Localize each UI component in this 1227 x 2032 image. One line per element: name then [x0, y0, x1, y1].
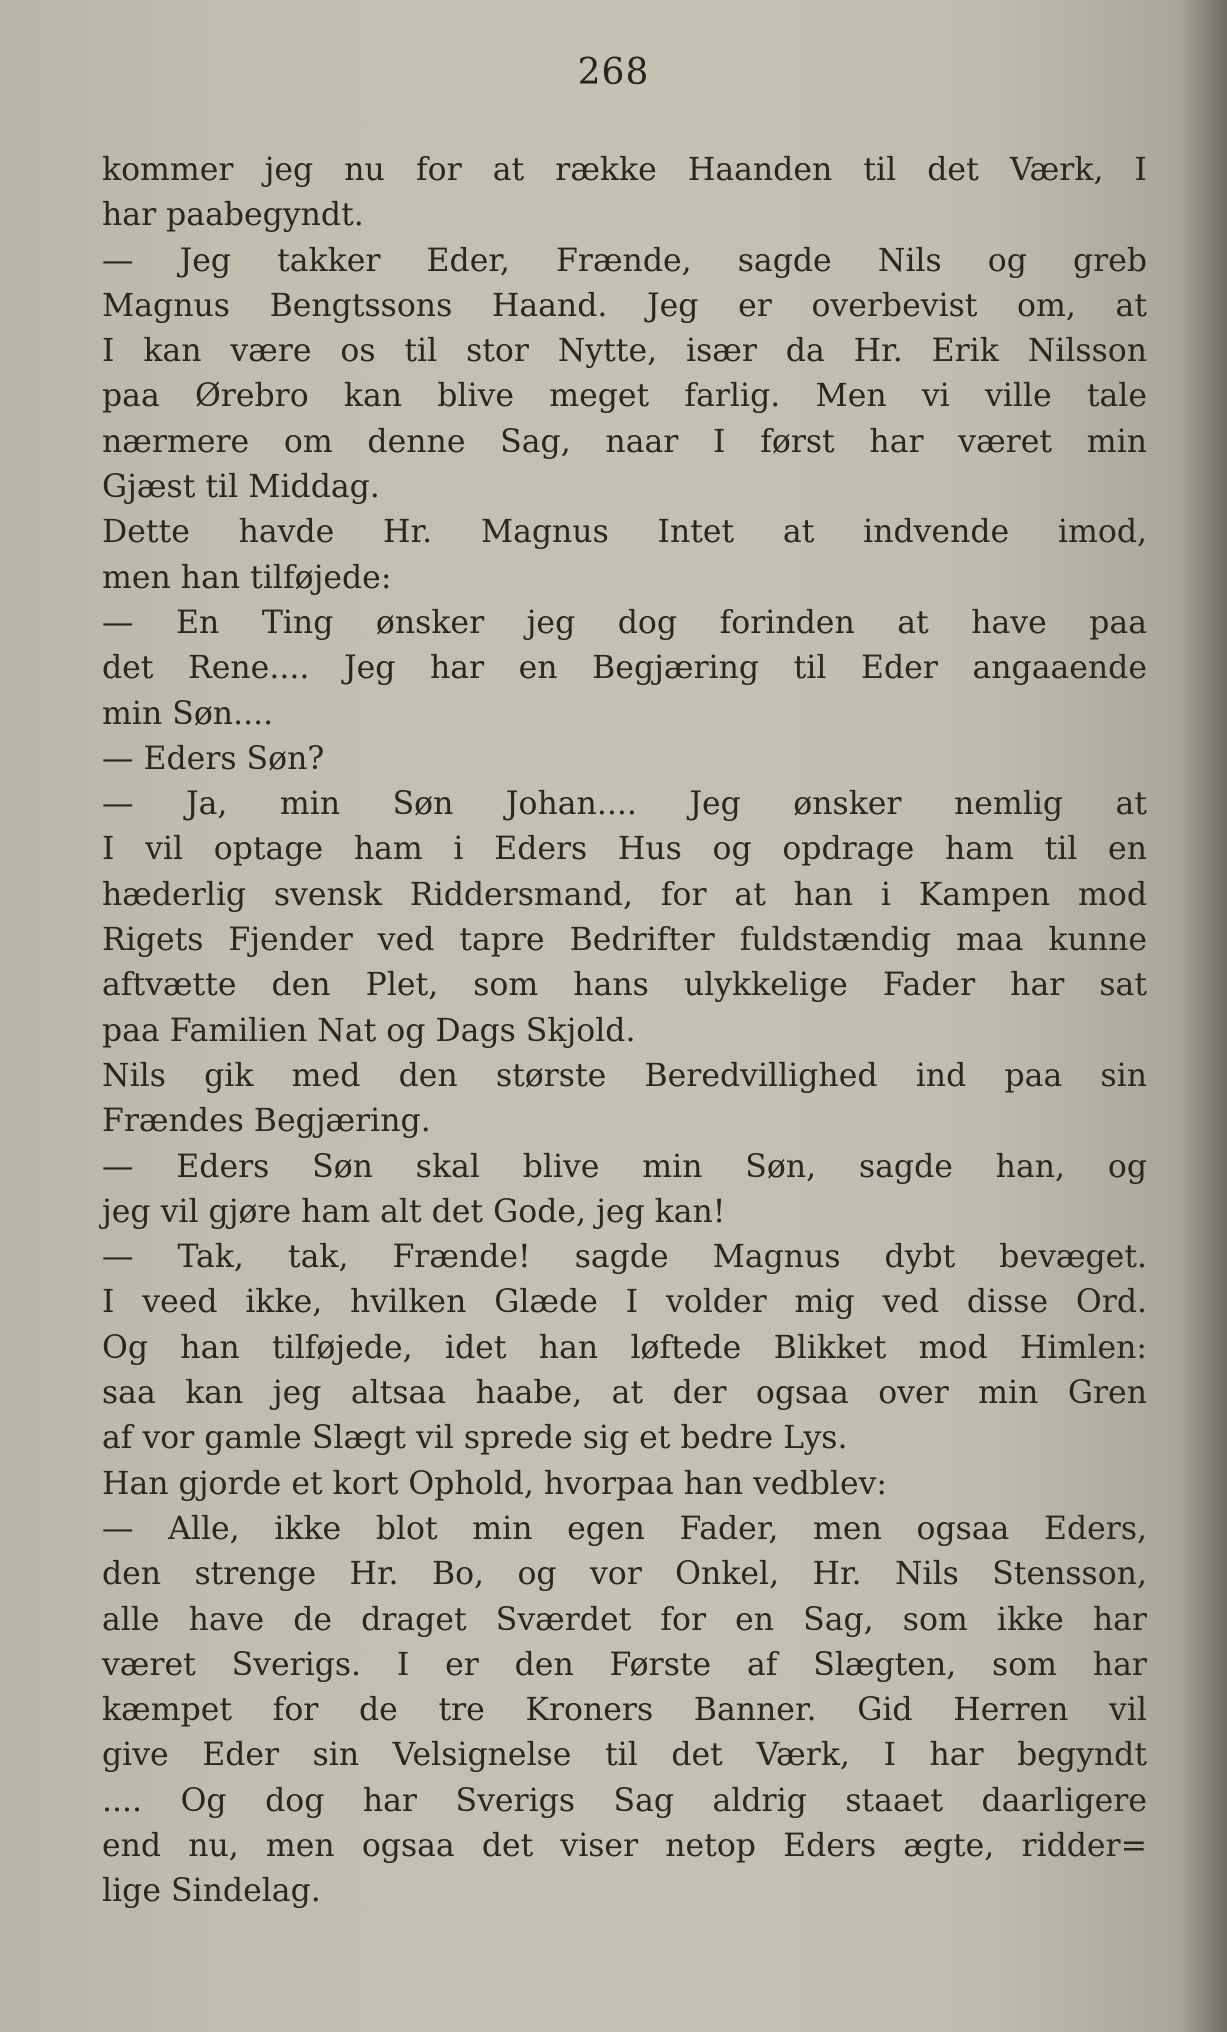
text-line: I kan være os til stor Nytte, især da Hr. Erik Nilsson: [102, 333, 1147, 370]
text-line: I vil optage ham i Eders Hus og opdrage ham til en: [102, 831, 1147, 868]
text-line: har paabegyndt.: [102, 197, 364, 234]
text-line: Nils gik med den største Beredvillighed ind paa sin: [102, 1057, 1147, 1094]
text-line: men han tilføjede:: [102, 559, 392, 596]
text-line: nærmere om denne Sag, naar I først har været min: [102, 423, 1147, 460]
text-line: .... Og dog har Sverigs Sag aldrig staaet daarligere: [102, 1782, 1147, 1819]
text-line: Dette havde Hr. Magnus Intet at indvende imod,: [102, 514, 1147, 551]
page-number: 268: [577, 52, 650, 93]
text-line: det Rene.... Jeg har en Begjæring til Eder angaaende: [102, 650, 1147, 687]
text-line: Gjæst til Middag.: [102, 469, 380, 506]
text-line: min Søn....: [102, 695, 274, 732]
text-line: — Eders Søn?: [102, 740, 325, 777]
body-text: [102, 148, 1147, 1915]
text-line: kæmpet for de tre Kroners Banner. Gid Herren vil: [102, 1692, 1147, 1729]
text-line: — En Ting ønsker jeg dog forinden at have paa: [102, 604, 1147, 641]
text-line: — Eders Søn skal blive min Søn, sagde han, og: [102, 1148, 1147, 1185]
text-line: aftvætte den Plet, som hans ulykkelige Fader har sat: [102, 967, 1147, 1004]
text-line: Rigets Fjender ved tapre Bedrifter fuldstændig maa kunne: [102, 922, 1147, 959]
text-line: hæderlig svensk Riddersmand, for at han i Kampen mod: [102, 876, 1147, 913]
text-line: give Eder sin Velsignelse til det Værk, I har begyndt: [102, 1737, 1147, 1774]
text-line: — Ja, min Søn Johan.... Jeg ønsker nemlig at: [102, 786, 1147, 823]
text-line: Frændes Begjæring.: [102, 1103, 431, 1140]
text-line: alle have de draget Sværdet for en Sag, som ikke har: [102, 1601, 1147, 1638]
text-line: — Jeg takker Eder, Frænde, sagde Nils og greb: [102, 242, 1147, 279]
text-line: — Tak, tak, Frænde! sagde Magnus dybt bevæget.: [102, 1239, 1147, 1276]
text-line: paa Familien Nat og Dags Skjold.: [102, 1012, 636, 1049]
text-line: — Alle, ikke blot min egen Fader, men ogsaa Eders,: [102, 1510, 1147, 1547]
text-line: I veed ikke, hvilken Glæde I volder mig ved disse Ord.: [102, 1284, 1147, 1321]
text-line: af vor gamle Slægt vil sprede sig et bedre Lys.: [102, 1420, 848, 1457]
text-line: Magnus Bengtssons Haand. Jeg er overbevist om, at: [102, 287, 1147, 324]
text-line: paa Ørebro kan blive meget farlig. Men vi ville tale: [102, 378, 1147, 415]
text-line: jeg vil gjøre ham alt det Gode, jeg kan!: [102, 1193, 726, 1230]
text-line: lige Sindelag.: [102, 1873, 321, 1910]
text-line: den strenge Hr. Bo, og vor Onkel, Hr. Nils Stensson,: [102, 1556, 1147, 1593]
text-line: Han gjorde et kort Ophold, hvorpaa han vedblev:: [102, 1465, 888, 1502]
text-line: kommer jeg nu for at række Haanden til det Værk, I: [102, 152, 1147, 188]
text-line: end nu, men ogsaa det viser netop Eders ægte, ridder=: [102, 1827, 1147, 1864]
text-line: saa kan jeg altsaa haabe, at der ogsaa over min Gren: [102, 1375, 1147, 1412]
text-line: Og han tilføjede, idet han løftede Blikket mod Himlen:: [102, 1329, 1147, 1366]
text-line: været Sverigs. I er den Første af Slægten, som har: [102, 1646, 1147, 1683]
